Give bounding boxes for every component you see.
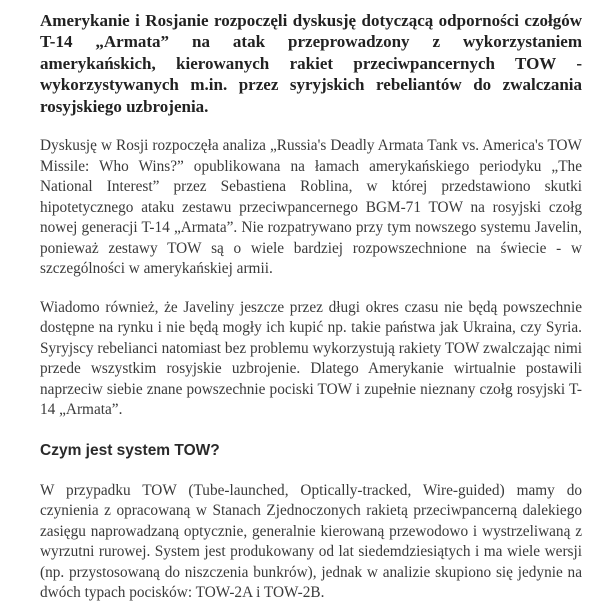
article-lead: Amerykanie i Rosjanie rozpoczęli dyskusję dotyczącą odporności czołgów T-14 „Armata” na atak przeprowadzony z wykorzystaniem amerykańskich, kierowanych rakiet przeciwpancernych TOW - wykorzystywanych m.in. przez syryjskich rebeliantów do zwalczania rosyjskiego uzbrojenia. [40, 11, 582, 116]
article-body [40, 10, 582, 604]
article-paragraph: W przypadku TOW (Tube-launched, Optically-tracked, Wire-guided) mamy do czynienia z opracowaną w Stanach Zjednoczonych rakietą przeciwpancerną dalekiego zasięgu naprowadzaną optycznie, generalnie kierowaną przewodowo i wystrzeliwaną z wyrzutni rurowej. System jest produkowany od lat siedemdziesiątych i ma wiele wersji (np. przystosowaną do niszczenia bunkrów), jednak w analizie skupiono się jedynie na dwóch typach pocisków: TOW-2A i TOW-2B. [40, 481, 582, 602]
article-paragraph: Dyskusję w Rosji rozpoczęła analiza „Russia's Deadly Armata Tank vs. America's TOW Missile: Who Wins?” opublikowana na łamach amerykańskiego periodyku „The National Interest” przez Sebastiena Roblina, w której przedstawiono skutki hipotetycznego ataku zestawu przeciwpancernego BGM-71 TOW na rosyjski czołg nowej generacji T-14 „Armata”. Nie rozpatrywano przy tym nowszego systemu Javelin, ponieważ zestawy TOW są o wiele bardziej rozpowszechnione na świecie - w szczególności w amerykańskiej armii. [40, 137, 582, 278]
article-paragraph: Wiadomo również, że Javeliny jeszcze przez długi okres czasu nie będą powszechnie dostępne na rynku i nie będą mogły ich kupić np. takie państwa jak Ukraina, czy Syria. Syryjscy rebelianci natomiast bez problemu wykorzystują rakiety TOW zwalczając nimi przede wszystkim rosyjskie uzbrojenie. Dlatego Amerykanie wirtualnie postawili naprzeciw siebie znane powszechnie pociski TOW i zupełnie nieznany czołg rosyjski T-14 „Armata”. [40, 298, 582, 419]
section-heading: Czym jest system TOW? [40, 441, 220, 459]
